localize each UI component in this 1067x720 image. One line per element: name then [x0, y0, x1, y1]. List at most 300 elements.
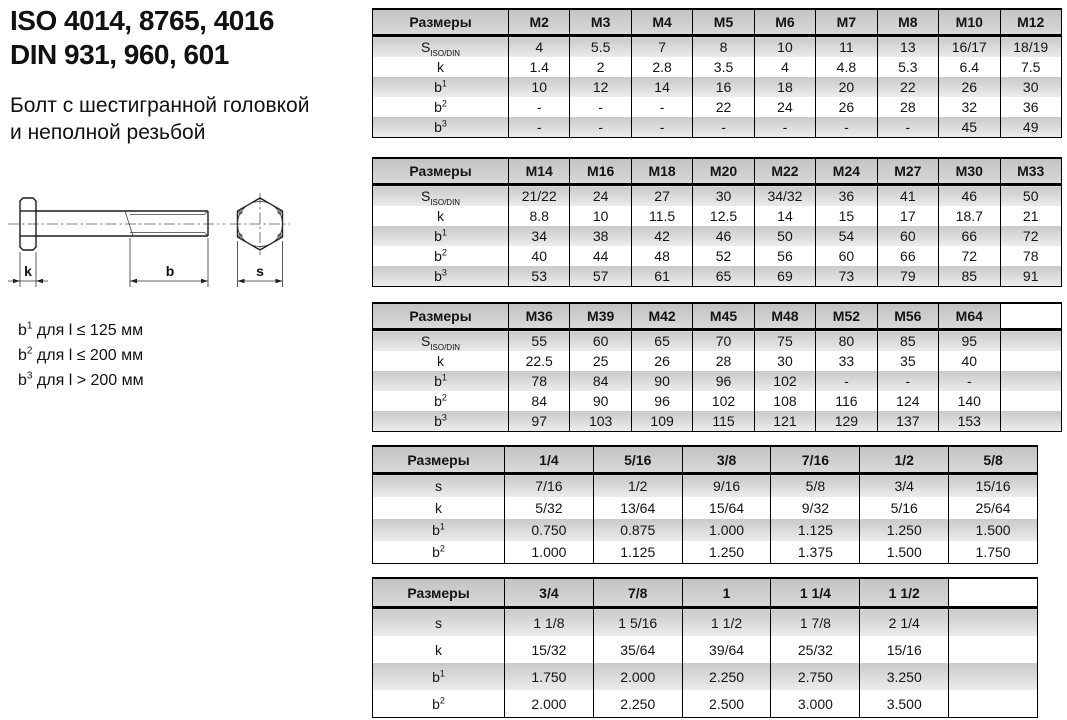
table-row [373, 36, 1062, 58]
size-column-header: 7/8 [593, 578, 682, 608]
value-cell: 25 [570, 351, 631, 371]
value-cell: 84 [509, 391, 570, 411]
value-cell: 10 [570, 206, 631, 226]
header-row [373, 158, 1062, 185]
header-row [373, 9, 1062, 36]
value-cell: 90 [631, 371, 692, 391]
row-label: $b^1$ [373, 77, 509, 97]
value-cell: 84 [570, 371, 631, 391]
value-cell: 26 [939, 77, 1000, 97]
value-cell: 12 [570, 77, 631, 97]
row-label: k [373, 636, 505, 663]
value-cell: 18 [754, 77, 815, 97]
metric-table-m36-m64 [372, 302, 1062, 432]
value-cell: 28 [877, 97, 938, 117]
row-label: k [373, 497, 505, 519]
value-cell: 54 [816, 226, 877, 246]
value-cell: - [877, 117, 938, 138]
value-cell: 11.5 [631, 206, 692, 226]
table-row [373, 206, 1062, 226]
row-label: k [373, 206, 509, 226]
value-cell: 22.5 [509, 351, 570, 371]
table-row [373, 97, 1062, 117]
value-cell: 18/19 [1000, 36, 1061, 58]
value-cell: 12.5 [693, 206, 754, 226]
header-row [373, 578, 1038, 608]
row-label: $S_{ISO/DIN}$ [373, 36, 509, 58]
value-cell: 9/32 [771, 497, 860, 519]
size-column-header: 5/16 [593, 446, 682, 474]
value-cell: 17 [877, 206, 938, 226]
value-cell: 2.250 [682, 663, 771, 690]
value-cell: 18.7 [939, 206, 1000, 226]
inch-table-34-112 [372, 577, 1038, 718]
value-cell: 1.125 [593, 541, 682, 564]
value-cell: 1.000 [682, 519, 771, 541]
value-cell: 32 [939, 97, 1000, 117]
table-row [373, 185, 1062, 207]
value-cell: 56 [754, 246, 815, 266]
value-cell: 10 [509, 77, 570, 97]
table-row [373, 519, 1038, 541]
row-label: $b^2$ [373, 246, 509, 266]
value-cell: 73 [816, 266, 877, 287]
value-cell: - [816, 117, 877, 138]
row-label: $b^2$ [373, 541, 505, 564]
value-cell: 3.000 [771, 690, 860, 718]
size-column-header: M12 [1000, 9, 1061, 36]
empty-cell [949, 690, 1038, 718]
iso-standards-line: ISO 4014, 8765, 4016 [10, 5, 274, 36]
value-cell: 46 [939, 185, 1000, 207]
value-cell: 1 1/2 [682, 608, 771, 637]
value-cell: 140 [939, 391, 1000, 411]
value-cell: 108 [754, 391, 815, 411]
value-cell: 40 [939, 351, 1000, 371]
empty-cell [949, 608, 1038, 637]
size-column-header: M22 [754, 158, 815, 185]
row-label: $b^1$ [373, 371, 509, 391]
metric-table-m14-m33 [372, 157, 1062, 287]
value-cell: 26 [631, 351, 692, 371]
value-cell: 40 [509, 246, 570, 266]
table-row [373, 411, 1062, 432]
value-cell: 46 [693, 226, 754, 246]
value-cell: 4.8 [816, 57, 877, 77]
value-cell: 85 [939, 266, 1000, 287]
product-subtitle-line2: и неполной резьбой [10, 121, 206, 144]
value-cell: - [509, 97, 570, 117]
table-row [373, 77, 1062, 97]
value-cell: 20 [816, 77, 877, 97]
empty-cell [1000, 391, 1061, 411]
bolt-shank [36, 211, 208, 236]
table-row [373, 117, 1062, 138]
header-row [373, 303, 1062, 330]
size-column-header: M27 [877, 158, 938, 185]
row-label: k [373, 57, 509, 77]
size-column-header: 7/16 [771, 446, 860, 474]
value-cell: 15/32 [505, 636, 594, 663]
size-column-header: M2 [509, 9, 570, 36]
value-cell: 53 [509, 266, 570, 287]
size-column-header: 5/8 [949, 446, 1038, 474]
value-cell: 85 [877, 330, 938, 352]
table-row [373, 351, 1062, 371]
value-cell: 15/16 [860, 636, 949, 663]
value-cell: 66 [877, 246, 938, 266]
value-cell: - [877, 371, 938, 391]
standards-title [10, 4, 274, 72]
value-cell: 4 [754, 57, 815, 77]
value-cell: 102 [693, 391, 754, 411]
size-column-header: 1 1/2 [860, 578, 949, 608]
size-column-header: M18 [631, 158, 692, 185]
value-cell: 49 [1000, 117, 1061, 138]
size-column-header: M5 [693, 9, 754, 36]
value-cell: 34/32 [754, 185, 815, 207]
header-row [373, 446, 1038, 474]
value-cell: 61 [631, 266, 692, 287]
value-cell: - [631, 117, 692, 138]
value-cell: 2.750 [771, 663, 860, 690]
value-cell: 48 [631, 246, 692, 266]
value-cell: 41 [877, 185, 938, 207]
table-row [373, 663, 1038, 690]
table-row [373, 266, 1062, 287]
size-column-header: M56 [877, 303, 938, 330]
value-cell: 35 [877, 351, 938, 371]
dimension-label-b: b [165, 263, 175, 279]
value-cell: 2.000 [505, 690, 594, 718]
table-row [373, 246, 1062, 266]
size-column-header: M6 [754, 9, 815, 36]
value-cell: - [693, 117, 754, 138]
value-cell: 0.750 [505, 519, 594, 541]
empty-cell [1000, 351, 1061, 371]
size-column-header: M16 [570, 158, 631, 185]
value-cell: 5/32 [505, 497, 594, 519]
empty-column-header [949, 578, 1038, 608]
row-label: $b^3$ [373, 266, 509, 287]
value-cell: 60 [570, 330, 631, 352]
metric-table-m2-m12 [372, 8, 1062, 138]
empty-cell [1000, 371, 1061, 391]
value-cell: 22 [877, 77, 938, 97]
value-cell: 124 [877, 391, 938, 411]
value-cell: 16/17 [939, 36, 1000, 58]
value-cell: - [570, 117, 631, 138]
dimension-label-k: k [24, 263, 32, 279]
value-cell: 5.3 [877, 57, 938, 77]
size-column-header: M48 [754, 303, 815, 330]
b-dimension [130, 238, 208, 287]
value-cell: 72 [1000, 226, 1061, 246]
table-row [373, 57, 1062, 77]
size-column-header: 3/8 [682, 446, 771, 474]
value-cell: 42 [631, 226, 692, 246]
note-line-3: $b^3$ для l > 200 мм [18, 370, 144, 389]
size-column-header: M3 [570, 9, 631, 36]
value-cell: 1.250 [860, 519, 949, 541]
value-cell: 65 [631, 330, 692, 352]
value-cell: - [631, 97, 692, 117]
table-row [373, 330, 1062, 352]
value-cell: 15/64 [682, 497, 771, 519]
size-column-header: 3/4 [505, 578, 594, 608]
value-cell: 1.500 [860, 541, 949, 564]
size-column-header: M45 [693, 303, 754, 330]
row-label: $b^2$ [373, 97, 509, 117]
row-label: $b^3$ [373, 117, 509, 138]
value-cell: 1.4 [509, 57, 570, 77]
value-cell: 45 [939, 117, 1000, 138]
row-label: $S_{ISO/DIN}$ [373, 185, 509, 207]
value-cell: - [754, 117, 815, 138]
row-label: k [373, 351, 509, 371]
size-column-header: 1 [682, 578, 771, 608]
empty-cell [1000, 330, 1061, 352]
value-cell: 50 [1000, 185, 1061, 207]
value-cell: 1.750 [949, 541, 1038, 564]
value-cell: 8 [693, 36, 754, 58]
value-cell: 21 [1000, 206, 1061, 226]
value-cell: 38 [570, 226, 631, 246]
value-cell: 69 [754, 266, 815, 287]
size-column-header: M14 [509, 158, 570, 185]
value-cell: 1 1/8 [505, 608, 594, 637]
table-row [373, 371, 1062, 391]
thread-length-notes [18, 318, 144, 393]
value-cell: 4 [509, 36, 570, 58]
value-cell: 52 [693, 246, 754, 266]
value-cell: 3.250 [860, 663, 949, 690]
value-cell: - [816, 371, 877, 391]
product-subtitle-line1: Болт с шестигранной головкой [10, 94, 310, 117]
value-cell: 60 [877, 226, 938, 246]
value-cell: 1.375 [771, 541, 860, 564]
size-column-header: M7 [816, 9, 877, 36]
value-cell: 36 [1000, 97, 1061, 117]
corner-header: Размеры [373, 578, 505, 608]
value-cell: 25/64 [949, 497, 1038, 519]
value-cell: 70 [693, 330, 754, 352]
value-cell: 16 [693, 77, 754, 97]
k-dimension [8, 252, 48, 287]
size-column-header: M36 [509, 303, 570, 330]
value-cell: 50 [754, 226, 815, 246]
value-cell: 7.5 [1000, 57, 1061, 77]
empty-cell [1000, 411, 1061, 432]
value-cell: 1.125 [771, 519, 860, 541]
size-column-header: M8 [877, 9, 938, 36]
row-label: s [373, 608, 505, 637]
empty-cell [949, 636, 1038, 663]
value-cell: 10 [754, 36, 815, 58]
row-label: s [373, 474, 505, 498]
value-cell: 28 [693, 351, 754, 371]
size-column-header: M24 [816, 158, 877, 185]
value-cell: 116 [816, 391, 877, 411]
value-cell: 103 [570, 411, 631, 432]
value-cell: 13 [877, 36, 938, 58]
value-cell: 21/22 [509, 185, 570, 207]
value-cell: 55 [509, 330, 570, 352]
value-cell: 5/16 [860, 497, 949, 519]
value-cell: 137 [877, 411, 938, 432]
value-cell: 1.500 [949, 519, 1038, 541]
value-cell: 60 [816, 246, 877, 266]
value-cell: 11 [816, 36, 877, 58]
dimension-label-s: s [256, 263, 264, 279]
value-cell: 44 [570, 246, 631, 266]
size-column-header: 1/4 [505, 446, 594, 474]
value-cell: 2 1/4 [860, 608, 949, 637]
value-cell: 25/32 [771, 636, 860, 663]
value-cell: 65 [693, 266, 754, 287]
size-column-header: M30 [939, 158, 1000, 185]
value-cell: 121 [754, 411, 815, 432]
value-cell: 97 [509, 411, 570, 432]
value-cell: 95 [939, 330, 1000, 352]
value-cell: 57 [570, 266, 631, 287]
size-column-header: M20 [693, 158, 754, 185]
value-cell: 129 [816, 411, 877, 432]
value-cell: 109 [631, 411, 692, 432]
row-label: $b^3$ [373, 411, 509, 432]
value-cell: 0.875 [593, 519, 682, 541]
row-label: $b^1$ [373, 226, 509, 246]
table-row [373, 226, 1062, 246]
value-cell: 33 [816, 351, 877, 371]
note-line-2: $b^2$ для l ≤ 200 мм [18, 345, 144, 364]
value-cell: 115 [693, 411, 754, 432]
size-column-header: M64 [939, 303, 1000, 330]
value-cell: 30 [1000, 77, 1061, 97]
row-label: $b^2$ [373, 391, 509, 411]
bolt-head-end-view [230, 193, 290, 255]
row-label: $S_{ISO/DIN}$ [373, 330, 509, 352]
value-cell: 72 [939, 246, 1000, 266]
value-cell: 34 [509, 226, 570, 246]
value-cell: 24 [570, 185, 631, 207]
size-column-header: M10 [939, 9, 1000, 36]
value-cell: 7/16 [505, 474, 594, 498]
size-column-header: M42 [631, 303, 692, 330]
value-cell: 9/16 [682, 474, 771, 498]
value-cell: 15 [816, 206, 877, 226]
bolt-technical-drawing [6, 186, 306, 304]
value-cell: 66 [939, 226, 1000, 246]
size-column-header: M39 [570, 303, 631, 330]
corner-header: Размеры [373, 158, 509, 185]
value-cell: 1.000 [505, 541, 594, 564]
row-label: $b^2$ [373, 690, 505, 718]
value-cell: 2.500 [682, 690, 771, 718]
value-cell: 35/64 [593, 636, 682, 663]
value-cell: 79 [877, 266, 938, 287]
table-row [373, 391, 1062, 411]
value-cell: 27 [631, 185, 692, 207]
empty-column-header [1000, 303, 1061, 330]
value-cell: 39/64 [682, 636, 771, 663]
value-cell: 1/2 [593, 474, 682, 498]
value-cell: 5/8 [771, 474, 860, 498]
value-cell: 78 [1000, 246, 1061, 266]
size-column-header: 1 1/4 [771, 578, 860, 608]
row-label: $b^1$ [373, 663, 505, 690]
product-subtitle [10, 92, 309, 146]
value-cell: 1 5/16 [593, 608, 682, 637]
value-cell: - [939, 371, 1000, 391]
value-cell: 153 [939, 411, 1000, 432]
inch-table-14-58 [372, 445, 1038, 564]
value-cell: 2.000 [593, 663, 682, 690]
value-cell: 14 [631, 77, 692, 97]
size-column-header: M52 [816, 303, 877, 330]
value-cell: 3.5 [693, 57, 754, 77]
corner-header: Размеры [373, 9, 509, 36]
value-cell: 96 [631, 391, 692, 411]
value-cell: 102 [754, 371, 815, 391]
value-cell: 78 [509, 371, 570, 391]
value-cell: 3.500 [860, 690, 949, 718]
value-cell: 36 [816, 185, 877, 207]
note-line-1: $b^1$ для l ≤ 125 мм [18, 320, 144, 339]
value-cell: 2 [570, 57, 631, 77]
size-column-header: M33 [1000, 158, 1061, 185]
value-cell: 13/64 [593, 497, 682, 519]
value-cell: 96 [693, 371, 754, 391]
table-row [373, 608, 1038, 637]
corner-header: Размеры [373, 446, 505, 474]
value-cell: 1.750 [505, 663, 594, 690]
table-row [373, 636, 1038, 663]
table-row [373, 690, 1038, 718]
corner-header: Размеры [373, 303, 509, 330]
value-cell: 6.4 [939, 57, 1000, 77]
table-row [373, 497, 1038, 519]
value-cell: 3/4 [860, 474, 949, 498]
size-column-header: M4 [631, 9, 692, 36]
empty-cell [949, 663, 1038, 690]
value-cell: 80 [816, 330, 877, 352]
din-standards-line: DIN 931, 960, 601 [10, 39, 229, 70]
value-cell: 90 [570, 391, 631, 411]
value-cell: 2.250 [593, 690, 682, 718]
value-cell: 14 [754, 206, 815, 226]
value-cell: 8.8 [509, 206, 570, 226]
value-cell: 75 [754, 330, 815, 352]
value-cell: 24 [754, 97, 815, 117]
row-label: $b^1$ [373, 519, 505, 541]
table-row [373, 541, 1038, 564]
value-cell: - [570, 97, 631, 117]
table-row [373, 474, 1038, 498]
value-cell: 26 [816, 97, 877, 117]
value-cell: 1.250 [682, 541, 771, 564]
value-cell: 1 7/8 [771, 608, 860, 637]
value-cell: 15/16 [949, 474, 1038, 498]
value-cell: 5.5 [570, 36, 631, 58]
value-cell: 91 [1000, 266, 1061, 287]
value-cell: - [509, 117, 570, 138]
value-cell: 30 [693, 185, 754, 207]
value-cell: 2.8 [631, 57, 692, 77]
value-cell: 30 [754, 351, 815, 371]
value-cell: 22 [693, 97, 754, 117]
size-column-header: 1/2 [860, 446, 949, 474]
